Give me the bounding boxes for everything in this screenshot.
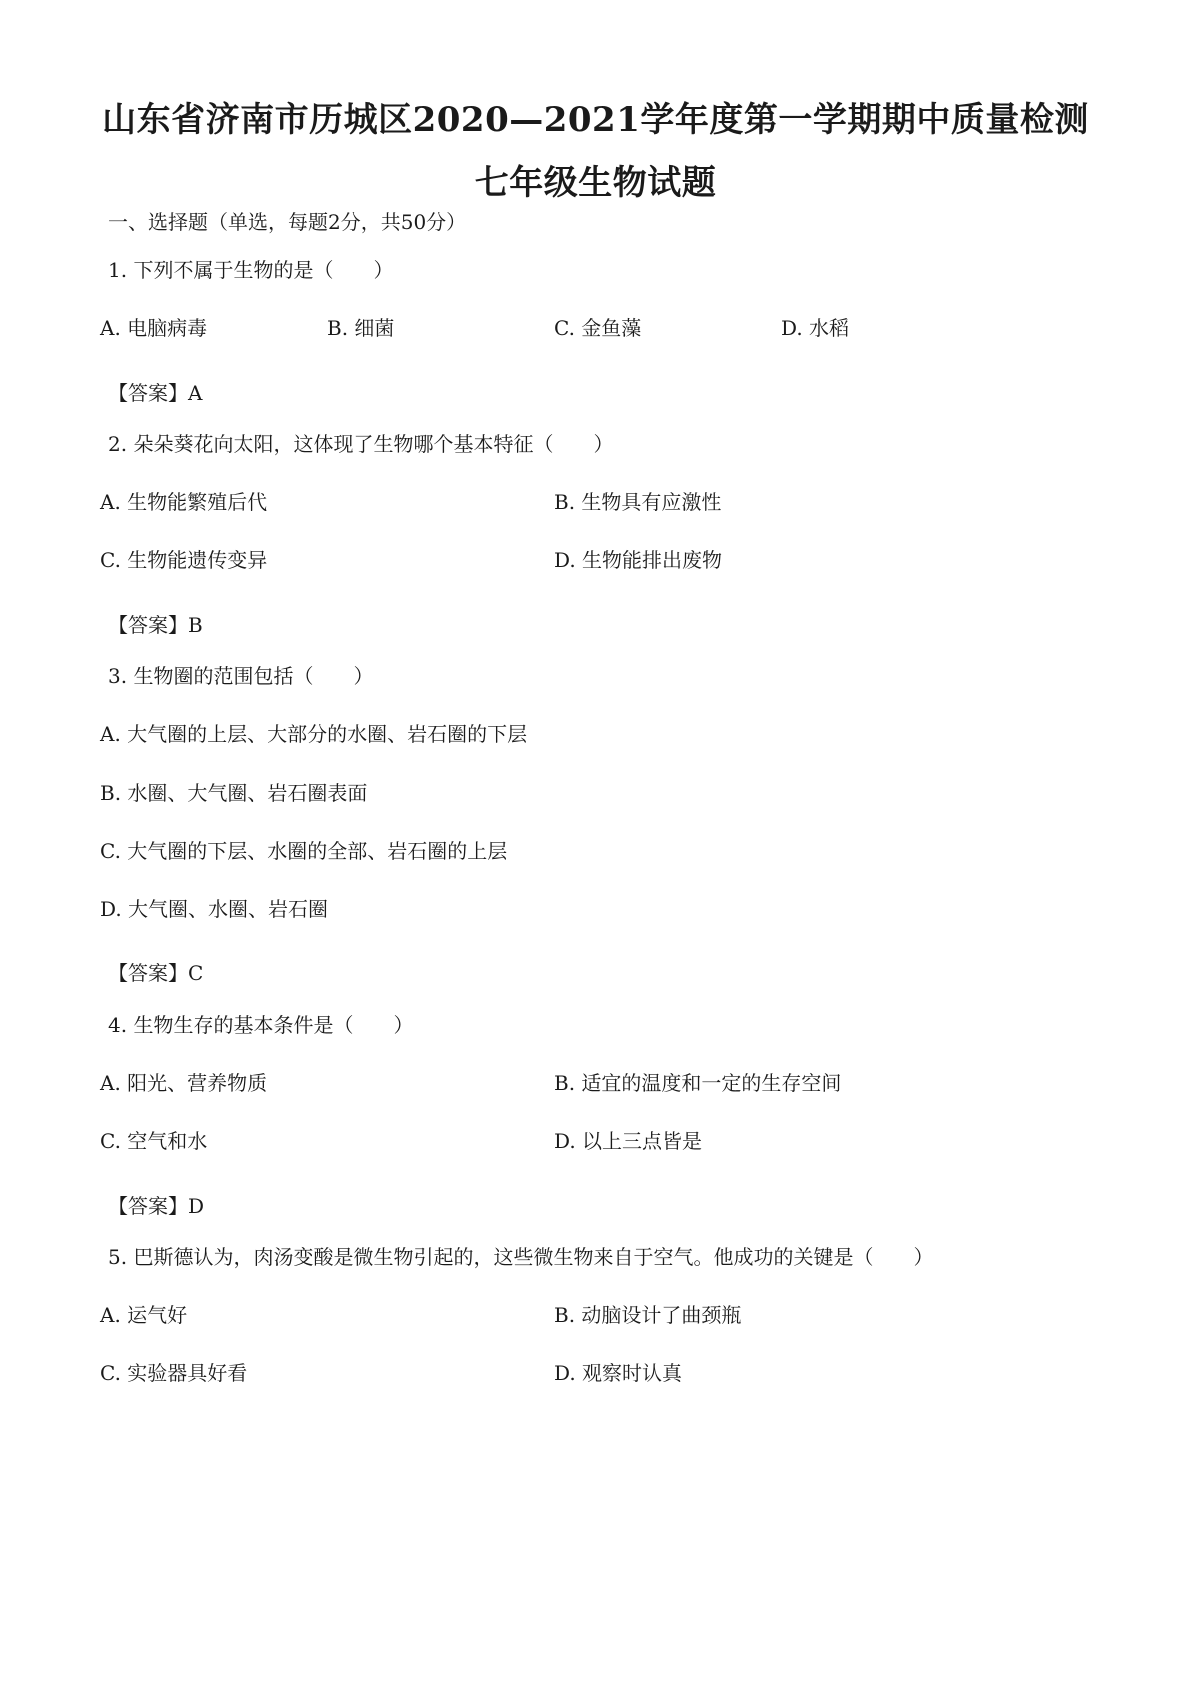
question-stem: 5. 巴斯德认为，肉汤变酸是微生物引起的，这些微生物来自于空气。他成功的关键是（ ）: [108, 1245, 934, 1269]
option-c: C. 空气和水: [100, 1129, 208, 1153]
question-stem: 4. 生物生存的基本条件是（ ）: [108, 1013, 414, 1037]
answer-line: 【答案】A: [108, 381, 203, 405]
option-d: D. 以上三点皆是: [554, 1129, 703, 1153]
option-d: D. 观察时认真: [554, 1361, 683, 1385]
option-b: B. 水圈、大气圈、岩石圈表面: [100, 781, 368, 805]
answer-line: 【答案】D: [108, 1194, 205, 1218]
option-a: A. 电脑病毒: [100, 316, 208, 340]
option-b: B. 适宜的温度和一定的生存空间: [554, 1071, 842, 1095]
option-c: C. 大气圈的下层、水圈的全部、岩石圈的上层: [100, 839, 508, 863]
document-subtitle: 七年级生物试题: [474, 163, 717, 203]
option-d: D. 生物能排出废物: [554, 548, 723, 572]
option-c: C. 生物能遗传变异: [100, 548, 268, 572]
option-a: A. 运气好: [100, 1303, 188, 1327]
option-b: B. 细菌: [327, 316, 395, 340]
answer-line: 【答案】C: [108, 961, 204, 985]
question-stem: 2. 朵朵葵花向太阳，这体现了生物哪个基本特征（ ）: [108, 432, 614, 456]
question-stem: 3. 生物圈的范围包括（ ）: [108, 664, 374, 688]
question-stem: 1. 下列不属于生物的是（ ）: [108, 258, 394, 282]
option-b: B. 生物具有应激性: [554, 490, 722, 514]
option-b: B. 动脑设计了曲颈瓶: [554, 1303, 742, 1327]
option-a: A. 生物能繁殖后代: [100, 490, 268, 514]
option-d: D. 大气圈、水圈、岩石圈: [100, 897, 329, 921]
option-a: A. 大气圈的上层、大部分的水圈、岩石圈的下层: [100, 722, 528, 746]
section-heading: 一、选择题（单选，每题2分，共50分）: [108, 210, 467, 234]
option-d: D. 水稻: [781, 316, 850, 340]
option-c: C. 金鱼藻: [554, 316, 642, 340]
option-a: A. 阳光、营养物质: [100, 1071, 268, 1095]
document-title: 山东省济南市历城区2020—2021学年度第一学期期中质量检测: [102, 100, 1089, 140]
option-c: C. 实验器具好看: [100, 1361, 248, 1385]
answer-line: 【答案】B: [108, 613, 203, 637]
